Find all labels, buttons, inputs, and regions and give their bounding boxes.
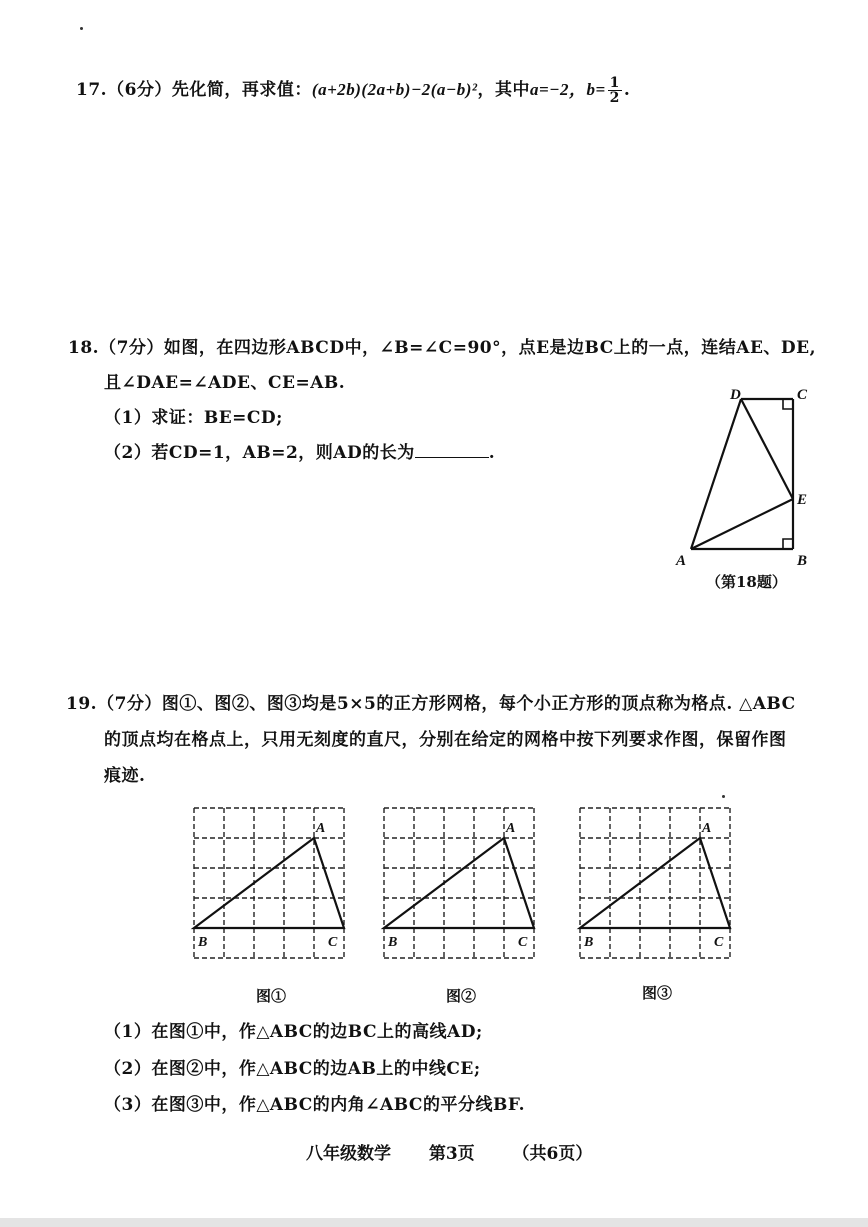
ink-speck: [722, 795, 725, 798]
q18-score: （7分）: [99, 338, 164, 358]
q18-figure: [670, 382, 820, 567]
q19-part2: [104, 1054, 481, 1079]
q18-part2-text: （2）若CD=1，AB=2，则AD的长为: [104, 443, 415, 463]
q18-line2: [104, 368, 345, 393]
vertex-label-c: C: [328, 935, 338, 950]
q19-line1: [66, 689, 796, 714]
label-d: D: [730, 387, 741, 403]
page-footer: [306, 1139, 592, 1164]
q18-line1: [68, 333, 816, 358]
ink-speck: [80, 27, 83, 30]
q19-part1: [104, 1017, 483, 1042]
q19-statement-line2: 的顶点均在格点上，只用无刻度的直尺，分别在给定的网格中按下列要求作图，保留作图: [104, 730, 787, 750]
scan-edge-shadow: [0, 1218, 868, 1227]
vertex-label-c: C: [518, 935, 528, 950]
q17-b-numerator: 1: [609, 75, 620, 91]
vertex-label-a: A: [702, 821, 712, 836]
q18-part1: [104, 403, 283, 428]
grid-figure-3: [574, 800, 744, 970]
q17-b-label: b=: [586, 80, 606, 99]
q18-number: 18.: [68, 338, 100, 358]
label-b: B: [797, 553, 808, 567]
caption-figure-1: 图①: [256, 987, 287, 1005]
q19-part3: [104, 1090, 525, 1115]
q17-line: [76, 75, 630, 105]
label-c: C: [797, 387, 808, 403]
q18-figure-caption: （第18题）: [706, 573, 787, 591]
q19-line2: [104, 725, 787, 750]
grid-figure-1: [188, 800, 358, 970]
q19-part3-text: （3）在图③中，作△ABC的内角∠ABC的平分线BF.: [104, 1095, 526, 1115]
vertex-label-a: A: [316, 821, 326, 836]
vertex-label-a: A: [506, 821, 516, 836]
triangle-abc: [580, 838, 730, 928]
segment-ad: [691, 399, 741, 549]
label-e: E: [797, 492, 808, 508]
q19-line3: [104, 761, 145, 786]
grid-figure-2: [378, 800, 548, 970]
caption-figure-3: 图③: [642, 984, 673, 1002]
caption-figure-2: 图②: [446, 987, 477, 1005]
q19-number: 19.: [66, 694, 98, 714]
q19-statement-line1: 图①、图②、图③均是5×5的正方形网格，每个小正方形的顶点称为格点. △ABC: [161, 694, 796, 714]
triangle-abc: [194, 838, 344, 928]
right-angle-b: [783, 539, 793, 549]
q17-expression: (a+2b)(2a+b)−2(a−b)²: [311, 80, 478, 99]
q18-part2-end: .: [488, 443, 496, 463]
footer-subject: 八年级数学: [306, 1144, 391, 1164]
q17-prompt: 先化简，再求值：: [171, 80, 312, 100]
q17-b-fraction: [608, 76, 622, 105]
answer-blank: [415, 443, 489, 458]
vertex-label-b: B: [388, 935, 398, 950]
q17-score: （6分）: [107, 80, 172, 100]
q17-b-denominator: 2: [609, 90, 620, 106]
segment-de: [741, 399, 793, 499]
triangle-abc: [384, 838, 534, 928]
footer-page-number: 第3页: [428, 1144, 475, 1164]
q18-part2: [104, 438, 495, 463]
q19-part2-text: （2）在图②中，作△ABC的边AB上的中线CE;: [104, 1059, 481, 1079]
q19-score: （7分）: [97, 694, 162, 714]
right-angle-c: [783, 399, 793, 409]
footer-total-pages: （共6页）: [512, 1144, 593, 1164]
vertex-label-c: C: [714, 935, 724, 950]
q18-statement-line2: 且∠DAE=∠ADE、CE=AB.: [104, 373, 346, 393]
q18-part1-text: （1）求证：BE=CD;: [104, 408, 283, 428]
q19-part1-text: （1）在图①中，作△ABC的边BC上的高线AD;: [104, 1022, 483, 1042]
q17-number: 17.: [76, 80, 108, 100]
vertex-label-b: B: [584, 935, 594, 950]
q17-a-value: a=−2，: [529, 80, 587, 99]
q19-statement-line3: 痕迹.: [104, 766, 146, 786]
q18-statement-line1: 如图，在四边形ABCD中，∠B=∠C=90°，点E是边BC上的一点，连结AE、DE,: [163, 338, 817, 358]
vertex-label-b: B: [198, 935, 208, 950]
q17-end: .: [623, 80, 631, 100]
q17-condition-prefix: ，其中: [477, 80, 530, 100]
label-a: A: [676, 553, 687, 567]
